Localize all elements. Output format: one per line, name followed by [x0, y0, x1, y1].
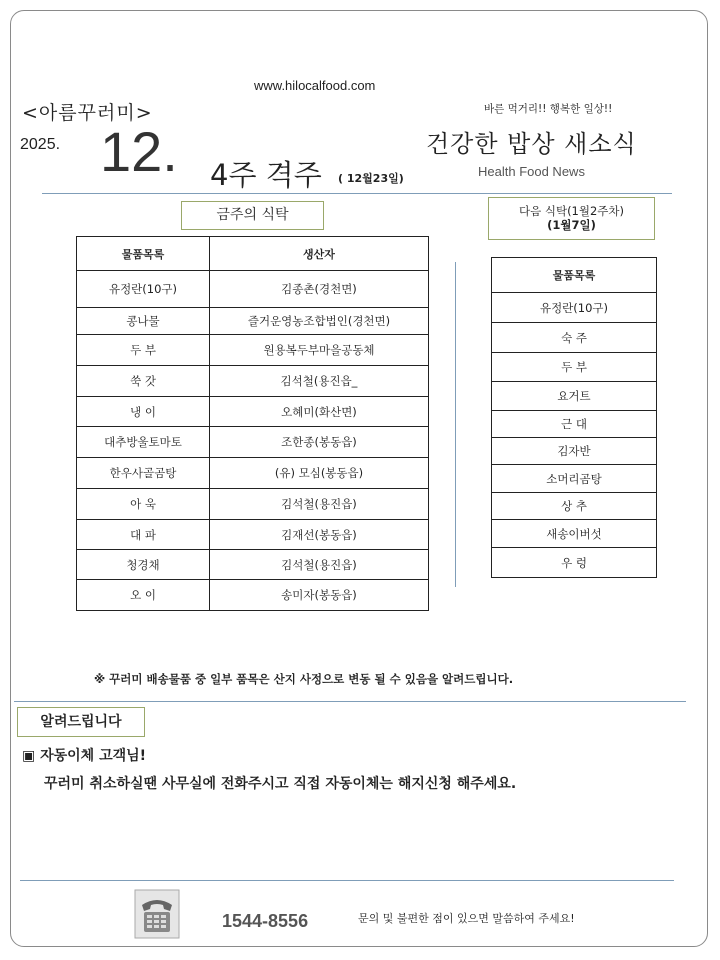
- footer-divider: [20, 880, 674, 881]
- issue-month: 12.: [100, 120, 178, 183]
- next-item-cell: 요거트: [492, 382, 657, 411]
- producer-cell: 김석철(용진읍): [210, 489, 429, 520]
- issue-date: ( 12월23일): [338, 172, 404, 185]
- list-item: [492, 520, 657, 548]
- item-cell: 두 부: [77, 335, 210, 366]
- next-item-cell: 김자반: [492, 438, 657, 465]
- item-cell: 한우사골곰탕: [77, 458, 210, 489]
- table-row: [77, 520, 429, 550]
- list-item: [492, 411, 657, 438]
- producer-cell: 김종촌(경천면): [210, 271, 429, 308]
- table-row: [77, 489, 429, 520]
- next-item-cell: 유정란(10구): [492, 293, 657, 323]
- next-item-cell: 두 부: [492, 353, 657, 382]
- next-column-header-item: 물품목록: [492, 258, 657, 293]
- table-row: [77, 580, 429, 611]
- item-cell: 냉 이: [77, 397, 210, 427]
- table-row: [77, 458, 429, 489]
- item-cell: 대 파: [77, 520, 210, 550]
- list-item: [492, 382, 657, 411]
- inquiry-text: 문의 및 불편한 점이 있으면 말씀하여 주세요!: [358, 912, 575, 925]
- item-cell: 오 이: [77, 580, 210, 611]
- next-item-cell: 새송이버섯: [492, 520, 657, 548]
- website-url[interactable]: www.hilocalfood.com: [254, 78, 376, 93]
- table-row: [77, 397, 429, 427]
- this-week-table: [76, 236, 429, 611]
- phone-icon: [134, 889, 180, 939]
- issue-year: 2025.: [20, 136, 61, 153]
- next-week-table: [491, 257, 657, 578]
- brand-name: <아름꾸러미>: [22, 102, 153, 124]
- next-item-cell: 근 대: [492, 411, 657, 438]
- table-row: [77, 335, 429, 366]
- next-item-cell: 상 추: [492, 493, 657, 520]
- notice-divider: [14, 701, 686, 702]
- column-header-item: 물품목록: [77, 237, 210, 271]
- list-item: [492, 353, 657, 382]
- producer-cell: 송미자(봉동읍): [210, 580, 429, 611]
- table-row: [77, 550, 429, 580]
- next-week-tag-line1: 다음 식탁(1월2주차): [518, 204, 625, 218]
- next-week-tag-line2: (1월7일): [547, 218, 596, 232]
- subheadline: Health Food News: [478, 164, 585, 179]
- slogan: 바른 먹거리!! 행복한 일상!!: [484, 103, 613, 115]
- announce-body: 꾸러미 취소하실땐 사무실에 전화주시고 직접 자동이체는 해지신청 해주세요.: [44, 776, 517, 792]
- headline: 건강한 밥상 새소식: [426, 130, 637, 158]
- producer-cell: 김석철(용진읍_: [210, 366, 429, 397]
- list-item: [492, 293, 657, 323]
- item-cell: 아 욱: [77, 489, 210, 520]
- announce-tag: 알려드립니다: [17, 707, 145, 737]
- item-cell: 콩나물: [77, 308, 210, 335]
- item-cell: 유정란(10구): [77, 271, 210, 308]
- table-row: [77, 366, 429, 397]
- header-divider: [42, 193, 672, 194]
- item-cell: 대추방울토마토: [77, 427, 210, 458]
- item-cell: 청경채: [77, 550, 210, 580]
- item-cell: 쑥 갓: [77, 366, 210, 397]
- list-item: [492, 493, 657, 520]
- next-item-cell: 숙 주: [492, 323, 657, 353]
- next-item-cell: 소머리곰탕: [492, 465, 657, 493]
- list-item: [492, 438, 657, 465]
- announce-heading: ▣ 자동이체 고객님!: [22, 748, 147, 764]
- producer-cell: 김석철(용진읍): [210, 550, 429, 580]
- list-item: [492, 548, 657, 578]
- phone-number[interactable]: 1544-8556: [222, 911, 309, 931]
- table-row: [77, 427, 429, 458]
- column-header-producer: 생산자: [210, 237, 429, 271]
- table-row: [77, 271, 429, 308]
- change-notice: ※ 꾸러미 배송물품 중 일부 품목은 산지 사정으로 변동 될 수 있음을 알려드립니다.: [94, 672, 514, 686]
- producer-cell: 김재선(봉동읍): [210, 520, 429, 550]
- producer-cell: 오혜미(화산면): [210, 397, 429, 427]
- producer-cell: 조한종(봉동읍): [210, 427, 429, 458]
- column-divider: [455, 262, 456, 587]
- next-week-tag: [488, 197, 655, 240]
- producer-cell: 즐거운영농조합법인(경천면): [210, 308, 429, 335]
- list-item: [492, 323, 657, 353]
- issue-week: 4주 격주: [210, 158, 322, 192]
- this-week-tag: 금주의 식탁: [181, 201, 324, 230]
- producer-cell: (유) 모심(봉동읍): [210, 458, 429, 489]
- producer-cell: 원용복두부마을공동체: [210, 335, 429, 366]
- next-item-cell: 우 렁: [492, 548, 657, 578]
- list-item: [492, 465, 657, 493]
- table-row: [77, 308, 429, 335]
